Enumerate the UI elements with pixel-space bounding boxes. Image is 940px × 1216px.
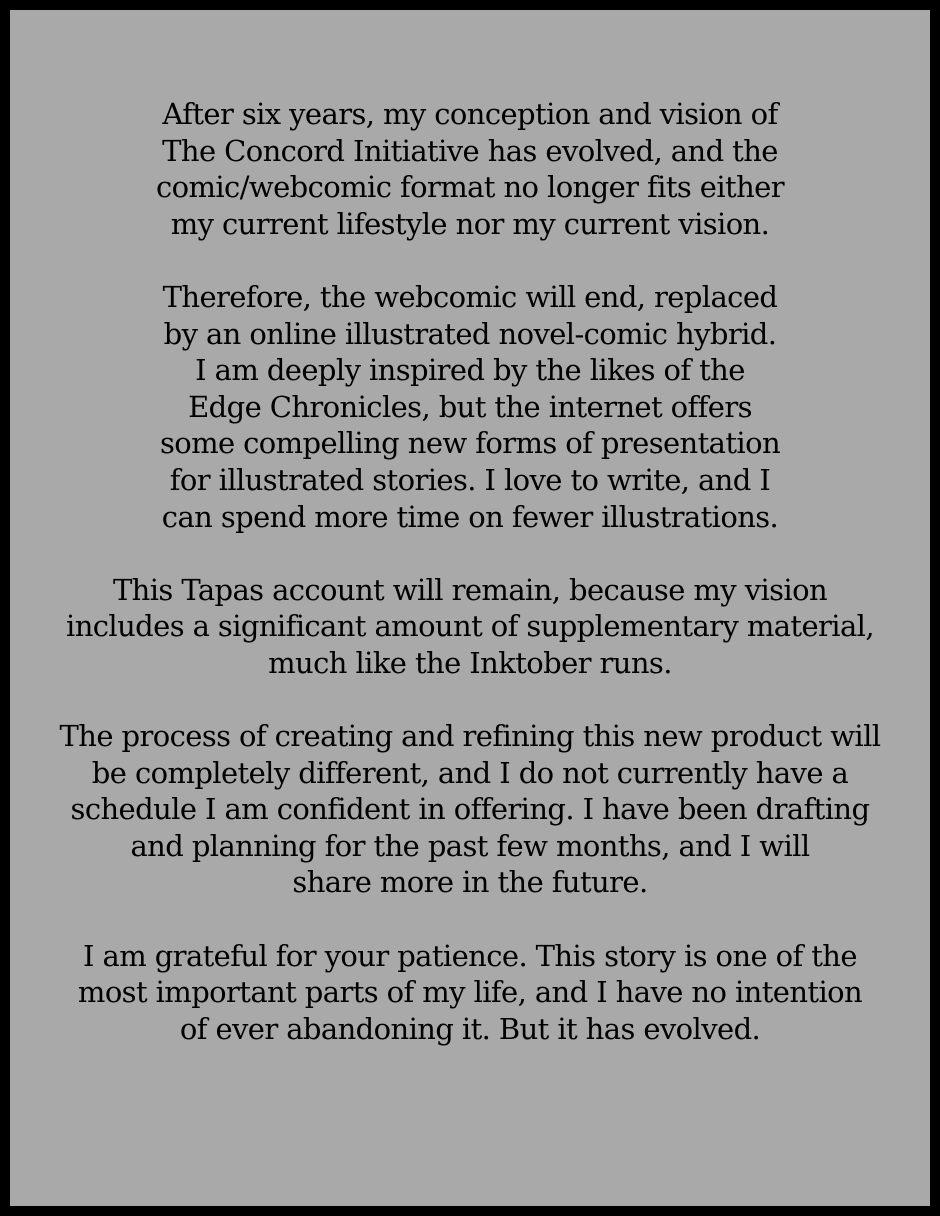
text-line: can spend more time on fewer illustrations. <box>161 499 779 534</box>
paragraph-process <box>10 718 930 901</box>
text-line: most important parts of my life, and I have no intention <box>77 975 863 1010</box>
text-line: The Concord Initiative has evolved, and the <box>162 133 778 168</box>
paragraph-evolution <box>10 96 930 242</box>
text-line: of ever abandoning it. But it has evolved. <box>179 1011 761 1046</box>
text-line: and planning for the past few months, and I will <box>130 828 810 863</box>
text-line: my current lifestyle nor my current vision. <box>170 206 770 241</box>
paragraph-replacement <box>10 279 930 535</box>
text-line: The process of creating and refining this new product will <box>59 719 881 754</box>
text-line: includes a significant amount of supplementary material, <box>66 609 874 644</box>
text-line: for illustrated stories. I love to write, and I <box>169 462 771 497</box>
text-line: much like the Inktober runs. <box>268 645 672 680</box>
text-line: Edge Chronicles, but the internet offers <box>188 389 752 424</box>
text-line: comic/webcomic format no longer fits either <box>155 170 785 205</box>
text-line: be completely different, and I do not currently have a <box>91 755 849 790</box>
text-line: I am deeply inspired by the likes of the <box>195 353 745 388</box>
text-line: After six years, my conception and vision of <box>162 97 778 131</box>
announcement-panel <box>10 10 930 1206</box>
text-line: This Tapas account will remain, because my vision <box>112 572 828 607</box>
text-line: by an online illustrated novel-comic hybrid. <box>163 316 777 351</box>
announcement-text <box>10 96 930 1084</box>
text-line: I am grateful for your patience. This story is one of the <box>83 938 857 973</box>
text-line: some compelling new forms of presentation <box>159 426 781 461</box>
text-line: Therefore, the webcomic will end, replaced <box>162 279 778 314</box>
text-line: schedule I am confident in offering. I have been drafting <box>70 792 870 827</box>
text-line: share more in the future. <box>292 865 648 900</box>
paragraph-gratitude <box>10 938 930 1048</box>
paragraph-tapas-account <box>10 572 930 682</box>
